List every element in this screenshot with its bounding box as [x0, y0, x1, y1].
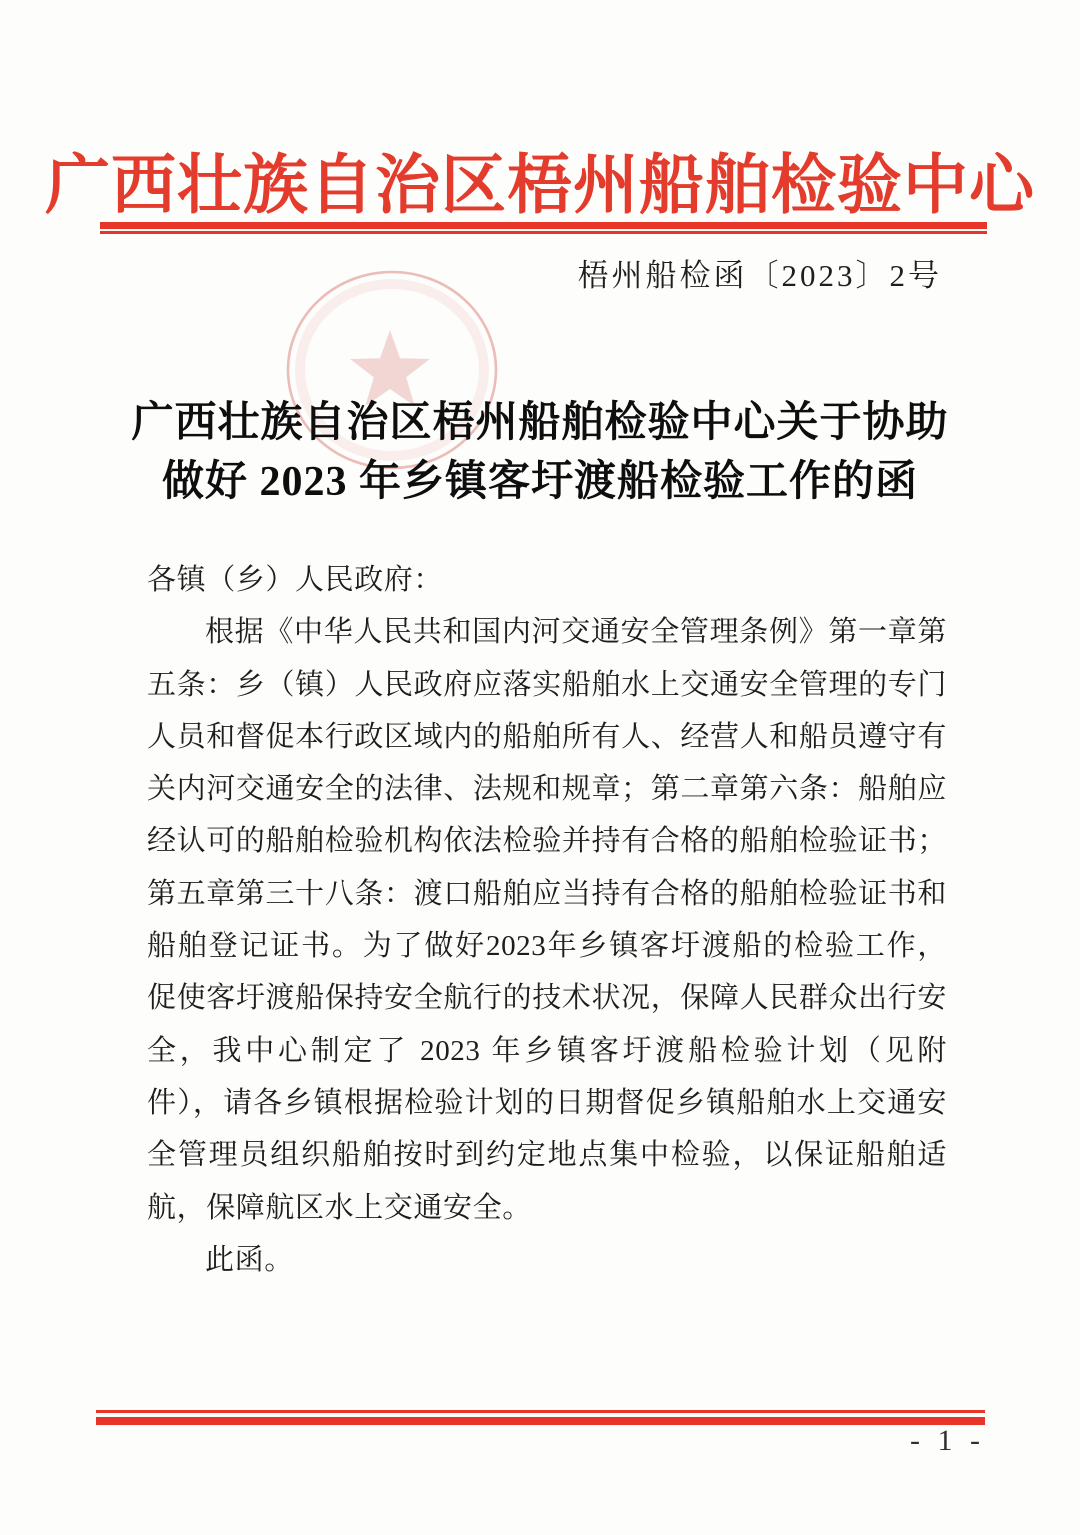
body-paragraph: 根据《中华人民共和国内河交通安全管理条例》第一章第五条：乡（镇）人民政府应落实船舶水上交通安全管理的专门人员和督促本行政区域内的船舶所有人、经营人和船员遵守有关内河交通安全的法律、法规和规章；第二章第六条：船舶应经认可的船舶检验机构依法检验并持有合格的船舶检验证书；第五章第三十八条：渡口船舶应当持有合格的船舶检验证书和船舶登记证书。为了做好2023年乡镇客圩渡船的检验工作，促使客圩渡船保持安全航行的技术状况，保障人民群众出行安全，我中心制定了 2023 年乡镇客圩渡船检验计划（见附件），请各乡镇根据检验计划的日期督促乡镇船舶水上交通安全管理员组织船舶按时到约定地点集中检验，以保证船舶适航，保障航区水上交通安全。 — [147, 616, 947, 1224]
closing-line: 此函。 — [205, 1243, 294, 1276]
footer-divider — [96, 1410, 985, 1425]
document-title-line2: 做好 2023 年乡镇客圩渡船检验工作的函 — [161, 459, 918, 505]
page-number: - 1 - — [910, 1424, 985, 1457]
salutation-line: 各镇（乡）人民政府： — [147, 564, 444, 596]
letterhead-org-name: 广西壮族自治区梧州船舶检验中心 — [44, 150, 1035, 222]
document-title-line1: 广西壮族自治区梧州船舶检验中心关于协助 — [131, 400, 949, 446]
letterhead-divider — [100, 222, 987, 234]
footer-divider-thick-line — [96, 1417, 985, 1425]
document-title — [0, 394, 1080, 512]
footer-divider-thin-line — [96, 1410, 985, 1413]
document-number: 梧州船检函〔2023〕2号 — [577, 258, 942, 293]
letterhead-divider-thick-line — [100, 222, 987, 229]
letterhead-divider-thin-line — [100, 231, 987, 234]
letter-body — [147, 554, 947, 1286]
